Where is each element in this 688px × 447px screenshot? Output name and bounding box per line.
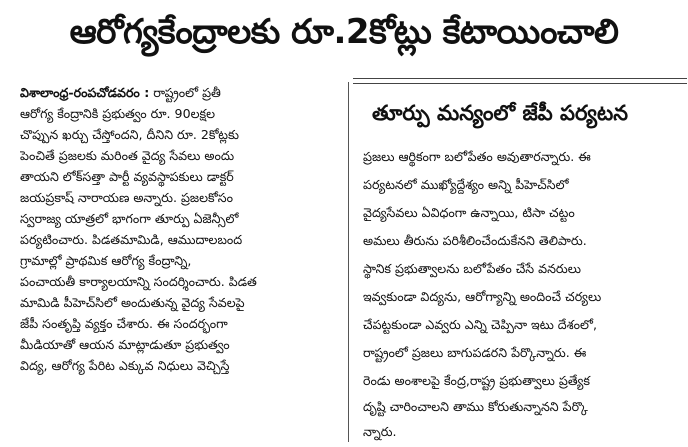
right-line: న్నారు. [363,424,397,439]
right-line: రెండు అంశాలపై కేంద్ర,రాష్ట్ర ప్రభుత్వాలు ప్రత్యేక [363,373,590,388]
left-line: పర్యటించారు. పిడతమామిడి, ఆముదాలబంద [20,232,243,247]
right-line: దృష్టి చారించాలని తాము కోరుతున్నానని పేర్కొ [363,399,588,414]
left-line: మామిడి పీహెచ్‌సిలో అందుతున్న వైద్య సేవలపై [20,295,245,310]
left-line: పంచాయతీ కార్యాలయాన్ని సందర్శించారు. పిడత [20,274,257,289]
left-line-1 [20,82,342,103]
right-line: వైద్యసేవలు ఏవిధంగా ఉన్నాయి, టిసా చట్టం [363,205,575,220]
right-line: స్థానిక ప్రభుత్వాలను బలోపేతం చేసే వనరులు [363,261,582,276]
left-line: తాయని లోక్‌సత్తా పార్టీ వ్యవస్థాపకులు డాక్టర్ [20,169,234,184]
left-line: జయప్రకాష్ నారాయణ అన్నారు. ప్రజలకోసం [20,190,233,205]
left-line: ఆరోగ్య కేంద్రానికి ప్రభుత్వం రూ. 90లక్షల [20,106,216,121]
sub-headline: తూర్పు మన్యంలో జేపీ పర్యటన [372,101,628,125]
left-line-1-text: రాష్ట్రంలో ప్రతీ [153,85,221,100]
left-line: విద్య, ఆరోగ్య పేరిట ఎక్కువ నిధులు వెచ్చిస్తే [20,358,230,373]
left-line: మీడియాతో ఆయన మాట్లాడుతూ ప్రభుత్వం [20,337,230,352]
left-line: జేపీ సంతృప్తి వ్యక్తం చేశారు. ఈ సందర్భంగా [20,316,228,331]
right-line: రాష్ట్రంలో ప్రజలు బాగుపడరని పేర్కొన్నారు. ఈ [363,345,587,360]
right-line: చేపట్టకుండా ఎవ్వరు ఎన్ని చెప్పినా ఇటు దేశంలో, [363,317,597,332]
left-column [20,82,349,442]
subhead-rule [353,78,687,84]
article-headline: ఆరోగ్యకేంద్రాలకు రూ.2కోట్లు కేటాయించాలి [69,12,619,52]
right-line: పర్యటనలో ముఖ్యోద్దేశ్యం అన్ని పీహెచ్‌సిలో [363,177,569,192]
right-line: అమలు తీరును పరిశీలించేందుకేనని తెలిపారు. [363,233,587,248]
left-line: స్వరాజ్య యాత్రలో భాగంగా తూర్పు ఏజెన్సీలో [20,211,239,226]
left-line: చొప్పున ఖర్చు చేస్తోందని, దీనిని రూ. 2కోట్లకు [20,127,239,142]
left-line: గ్రామాల్లో ప్రాథమిక ఆరోగ్య కేంద్రాన్ని, [20,253,192,268]
dateline: విశాలాంధ్ర-రంపచోడవరం : [20,85,150,100]
right-line: ప్రజలు ఆర్థికంగా బలోపేతం అవుతారన్నారు. ఈ [363,149,591,164]
left-line: పెంచితే ప్రజలకు మరింత వైద్య సేవలు అందు [20,148,235,163]
right-line: ఇవ్వకుండా విద్యను, ఆరోగ్యాన్ని అందించే చర్యలు [363,289,602,304]
